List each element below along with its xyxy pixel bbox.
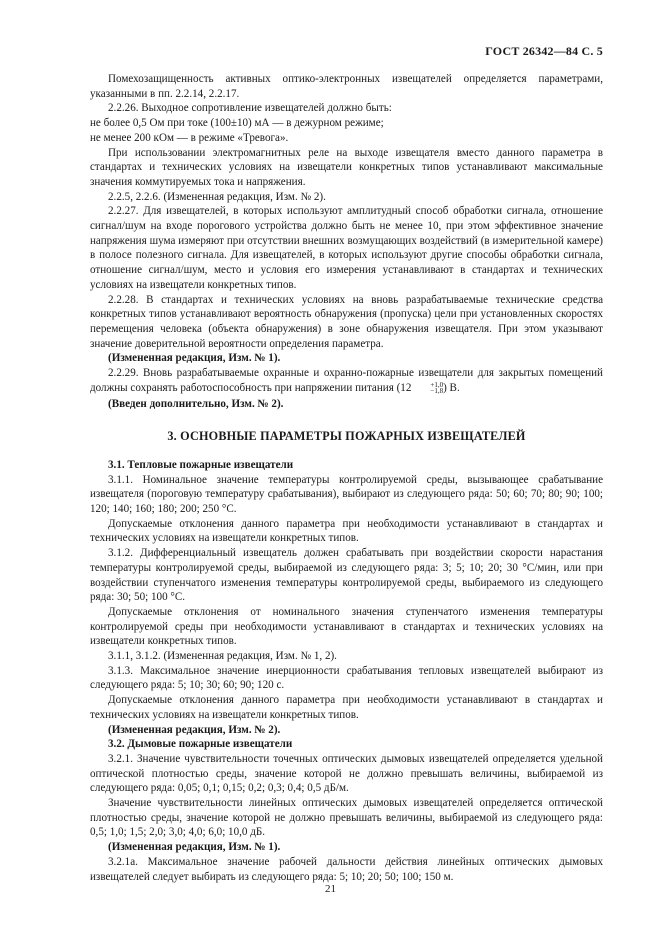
- paragraph: 3.1.2. Дифференциальный извещатель должен срабатывать при воздействии скорости нарастания температуры контролируемой среды, выбираемой из следующего ряда: 3; 5; 10; 20; 30 °С/мин, или при воздействии ступенчатого изменения температуры контролируемой среды, выбираемого из следующего ряда: 30; 50; 100 °С.: [90, 547, 603, 604]
- amendment-note: (Измененная редакция, Изм. № 2).: [108, 723, 281, 736]
- body-text: [90, 72, 603, 884]
- paragraph: [90, 116, 603, 131]
- paragraph-tail: ) В.: [443, 381, 460, 394]
- paragraph: Допускаемые отклонения данного параметра при необходимости устанавливают в стандартах и технических условиях на извещатели конкретных типов.: [90, 517, 603, 545]
- paragraph: Допускаемые отклонения от номинального значения ступенчатого изменения температуры контролируемой среды при необходимости устанавливают в стандартах и технических условиях на извещатели конкретных типов.: [90, 605, 603, 648]
- paragraph: 2.2.5, 2.2.6. (Измененная редакция, Изм. № 2).: [108, 190, 326, 203]
- paragraph: При использовании электромагнитных реле на выходе извещателя вместо данного параметра в стандартах и технических условиях на извещатели конкретных типов устанавливают максимальные значения коммутируемых тока и напряжения.: [90, 146, 603, 188]
- paragraph: 3.2.1а. Максимальное значение рабочей дальности действия линейных оптических дымовых извещателей следует выбирать из следующего ряда: 5; 10; 20; 50; 100; 150 м.: [90, 855, 603, 883]
- tolerance-upper: +1,0: [430, 381, 444, 390]
- paragraph: Значение чувствительности линейных оптических дымовых извещателей определяется оптической плотностью среды, значение которой не должно превышать величины, выбираемой из следующего ряда: 0,5; 1,0; 1,5; 2,0; 3,0; 4,0; 6,0; 10,0 дБ.: [90, 797, 603, 839]
- paragraph: 3.1.1. Номинальное значение температуры контролируемой среды, вызывающее срабатывание извещателя (пороговую температуру срабатывания), выбирают из следующего ряда: 50; 60; 70; 80; 90; 100; 120; 140; 160; 180; 200; 250 °С.: [90, 473, 603, 515]
- paragraph: 3.1.1, 3.1.2. (Измененная редакция, Изм. № 1, 2).: [108, 650, 337, 663]
- page-number: 21: [325, 883, 336, 895]
- subsection-heading: 3.2. Дымовые пожарные извещатели: [108, 738, 293, 751]
- paragraph: 2.2.27. Для извещателей, в которых используют амплитудный способ обработки сигнала, отношение сигнал/шум на входе порогового устройства должно быть не менее 10, при этом эффективное значение напряжения шума измеряют при отсутствии внешних возмущающих воздействий (в измерительной камере) в полосе полезного сигнала. Для извещателей, в которых используют другие способы обработки сигнала, отношение сигнал/шум, место и условия его измерения устанавливают в стандартах и технических условиях на извещатели конкретных типов.: [90, 205, 603, 291]
- tolerance-lower: −1,8: [430, 387, 444, 396]
- supply-tolerance: [412, 382, 443, 394]
- paragraph-text: не более 0,5 Ом при токе (100±10) мА — в дежурном режиме;: [90, 117, 384, 130]
- amendment-note: (Измененная редакция, Изм. № 1).: [108, 841, 281, 854]
- section-title: 3. ОСНОВНЫЕ ПАРАМЕТРЫ ПОЖАРНЫХ ИЗВЕЩАТЕЛЕЙ: [167, 429, 526, 444]
- paragraph: 2.2.26. Выходное сопротивление извещателей должно быть:: [108, 102, 392, 115]
- paragraph: Помехозащищенность активных оптико-электронных извещателей определяется параметрами, указанными в пп. 2.2.14, 2.2.17.: [90, 73, 603, 100]
- paragraph-text: 2.2.29. Вновь разрабатываемые охранные и охранно-пожарные извещатели для закрытых помещений должны сохранять работоспособность при напряжении питания (12: [90, 367, 603, 394]
- paragraph: 3.1.3. Максимальное значение инерционности срабатывания тепловых извещателей выбирают из следующего ряда: 5; 10; 30; 60; 90; 120 с.: [90, 664, 603, 692]
- paragraph: [90, 366, 603, 395]
- paragraph: 2.2.28. В стандартах и технических условиях на вновь разрабатываемые технические средства конкретных типов устанавливают вероятность обнаружения (пропуска) цели при установленных скоростях перемещения человека (объекта обнаружения) в зоне обнаружения извещателя. При этом указывают значение доверительной вероятности определения параметра.: [90, 293, 603, 350]
- paragraph: Допускаемые отклонения данного параметра при необходимости устанавливают в стандартах и технических условиях на извещатели конкретных типов.: [90, 694, 603, 721]
- amendment-note: (Измененная редакция, Изм. № 1).: [108, 352, 281, 365]
- amendment-note: (Введен дополнительно, Изм. № 2).: [108, 398, 284, 411]
- paragraph-text: не менее 200 кОм — в режиме «Тревога».: [90, 131, 289, 144]
- paragraph: 3.2.1. Значение чувствительности точечных оптических дымовых извещателей определяется удельной оптической плотностью среды, значение которой не должно превышать величины, выбираемой из следующего ряда: 0,05; 0,1; 0,15; 0,2; 0,3; 0,4; 0,5 дБ/м.: [90, 752, 603, 795]
- paragraph: [90, 131, 603, 146]
- subsection-heading: 3.1. Тепловые пожарные извещатели: [108, 458, 294, 471]
- running-header: ГОСТ 26342—84 С. 5: [485, 44, 603, 58]
